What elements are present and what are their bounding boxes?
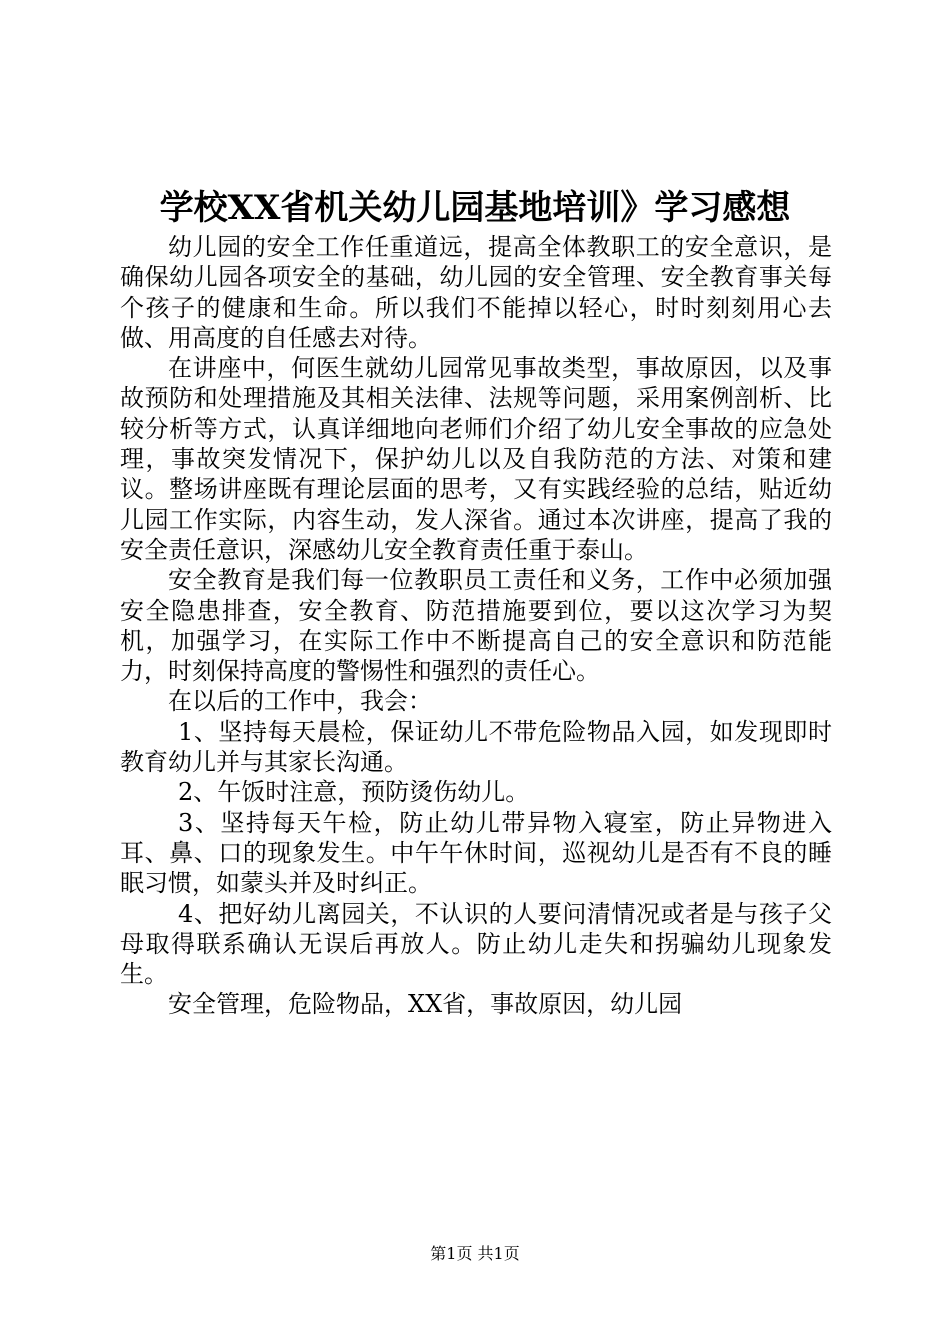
list-item-2: 2、午饭时注意，预防烫伤幼儿。: [178, 778, 530, 807]
list-item-1: 1、坚持每天晨检，保证幼儿不带危险物品入园，如发现即时教育幼儿并与其家长沟通。: [120, 717, 832, 777]
paragraph-4: 在以后的工作中，我会：: [168, 687, 432, 716]
paragraph-3: 安全教育是我们每一位教职员工责任和义务，工作中必须加强安全隐患排查，安全教育、防范措施要到位，要以这次学习为契机，加强学习，在实际工作中不断提高自己的安全意识和防范能力，时刻保持高度的警惕性和强烈的责任心。: [120, 566, 832, 686]
paragraph-1: 幼儿园的安全工作任重道远，提高全体教职工的安全意识，是确保幼儿园各项安全的基础，幼儿园的安全管理、安全教育事关每个孩子的健康和生命。所以我们不能掉以轻心，时时刻刻用心去做、用高度的自任感去对待。: [120, 233, 832, 352]
keywords-line: 安全管理，危险物品，XX省，事故原因，幼儿园: [168, 990, 683, 1019]
page-footer: 第1页 共1页: [430, 1244, 520, 1263]
list-item-4: 4、把好幼儿离园关，不认识的人要问清情况或者是与孩子父母取得联系确认无误后再放人。防止幼儿走失和拐骗幼儿现象发生。: [120, 899, 832, 989]
document-body: [120, 232, 832, 1020]
document-title: 学校XX省机关幼儿园基地培训》学习感想: [159, 188, 791, 228]
paragraph-2: 在讲座中，何医生就幼儿园常见事故类型，事故原因，以及事故预防和处理措施及其相关法律、法规等问题，采用案例剖析、比较分析等方式，认真详细地向老师们介绍了幼儿安全事故的应急处理，事故突发情况下，保护幼儿以及自我防范的方法、对策和建议。整场讲座既有理论层面的思考，又有实践经验的总结，贴近幼儿园工作实际，内容生动，发人深省。通过本次讲座，提高了我的安全责任意识，深感幼儿安全教育责任重于泰山。: [120, 354, 832, 564]
list-item-3: 3、坚持每天午检，防止幼儿带异物入寝室，防止异物进入耳、鼻、口的现象发生。中午午休时间，巡视幼儿是否有不良的睡眠习惯，如蒙头并及时纠正。: [120, 808, 832, 898]
